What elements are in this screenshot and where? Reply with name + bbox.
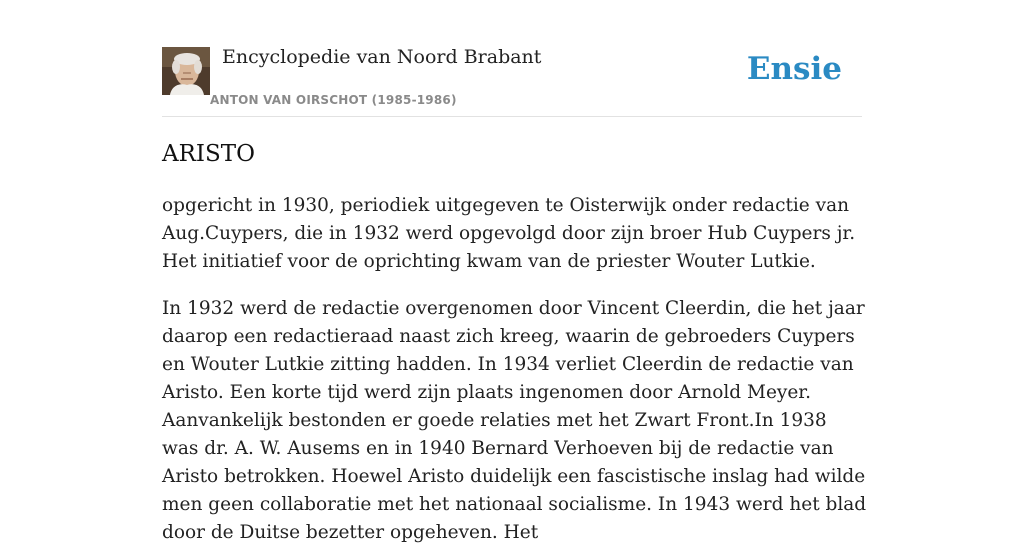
article-paragraph: In 1932 werd de redactie overgenomen door Vincent Cleerdin, die het jaar daarop een redactieraad naast zich kreeg, waarin de gebroeders Cuypers en Wouter Lutkie zitting hadden. In 1934 verliet Cleerdin de redactie van Aristo. Een korte tijd werd zijn plaats ingenomen door Arnold Meyer. Aanvankelijk bestonden er goede relaties met het Zwart Front.In 1938 was dr. A. W. Ausems en in 1940 Bernard Verhoeven bij de redactie van Aristo betrokken. Hoewel Aristo duidelijk een fascistische inslag had wilde men geen collaboratie met het nationaal socialisme. In 1943 werd het blad door de Duitse bezetter opgeheven. Het (162, 298, 867, 543)
avatar-portrait-icon (162, 47, 210, 95)
ensie-logo[interactable]: Ensie (746, 51, 842, 87)
site-title[interactable]: Encyclopedie van Noord Brabant (222, 46, 542, 68)
header (162, 46, 862, 117)
author-avatar[interactable] (162, 47, 210, 95)
article-paragraph: opgericht in 1930, periodiek uitgegeven te Oisterwijk onder redactie van Aug.Cuypers, die in 1932 werd opgevolgd door zijn broer Hub Cuypers jr. Het initiatief voor de oprichting kwam van de priester Wouter Lutkie. (162, 195, 856, 272)
author-byline[interactable]: ANTON VAN OIRSCHOT (1985-1986) (210, 93, 457, 107)
article-title: ARISTO (162, 141, 255, 167)
article (162, 138, 867, 547)
